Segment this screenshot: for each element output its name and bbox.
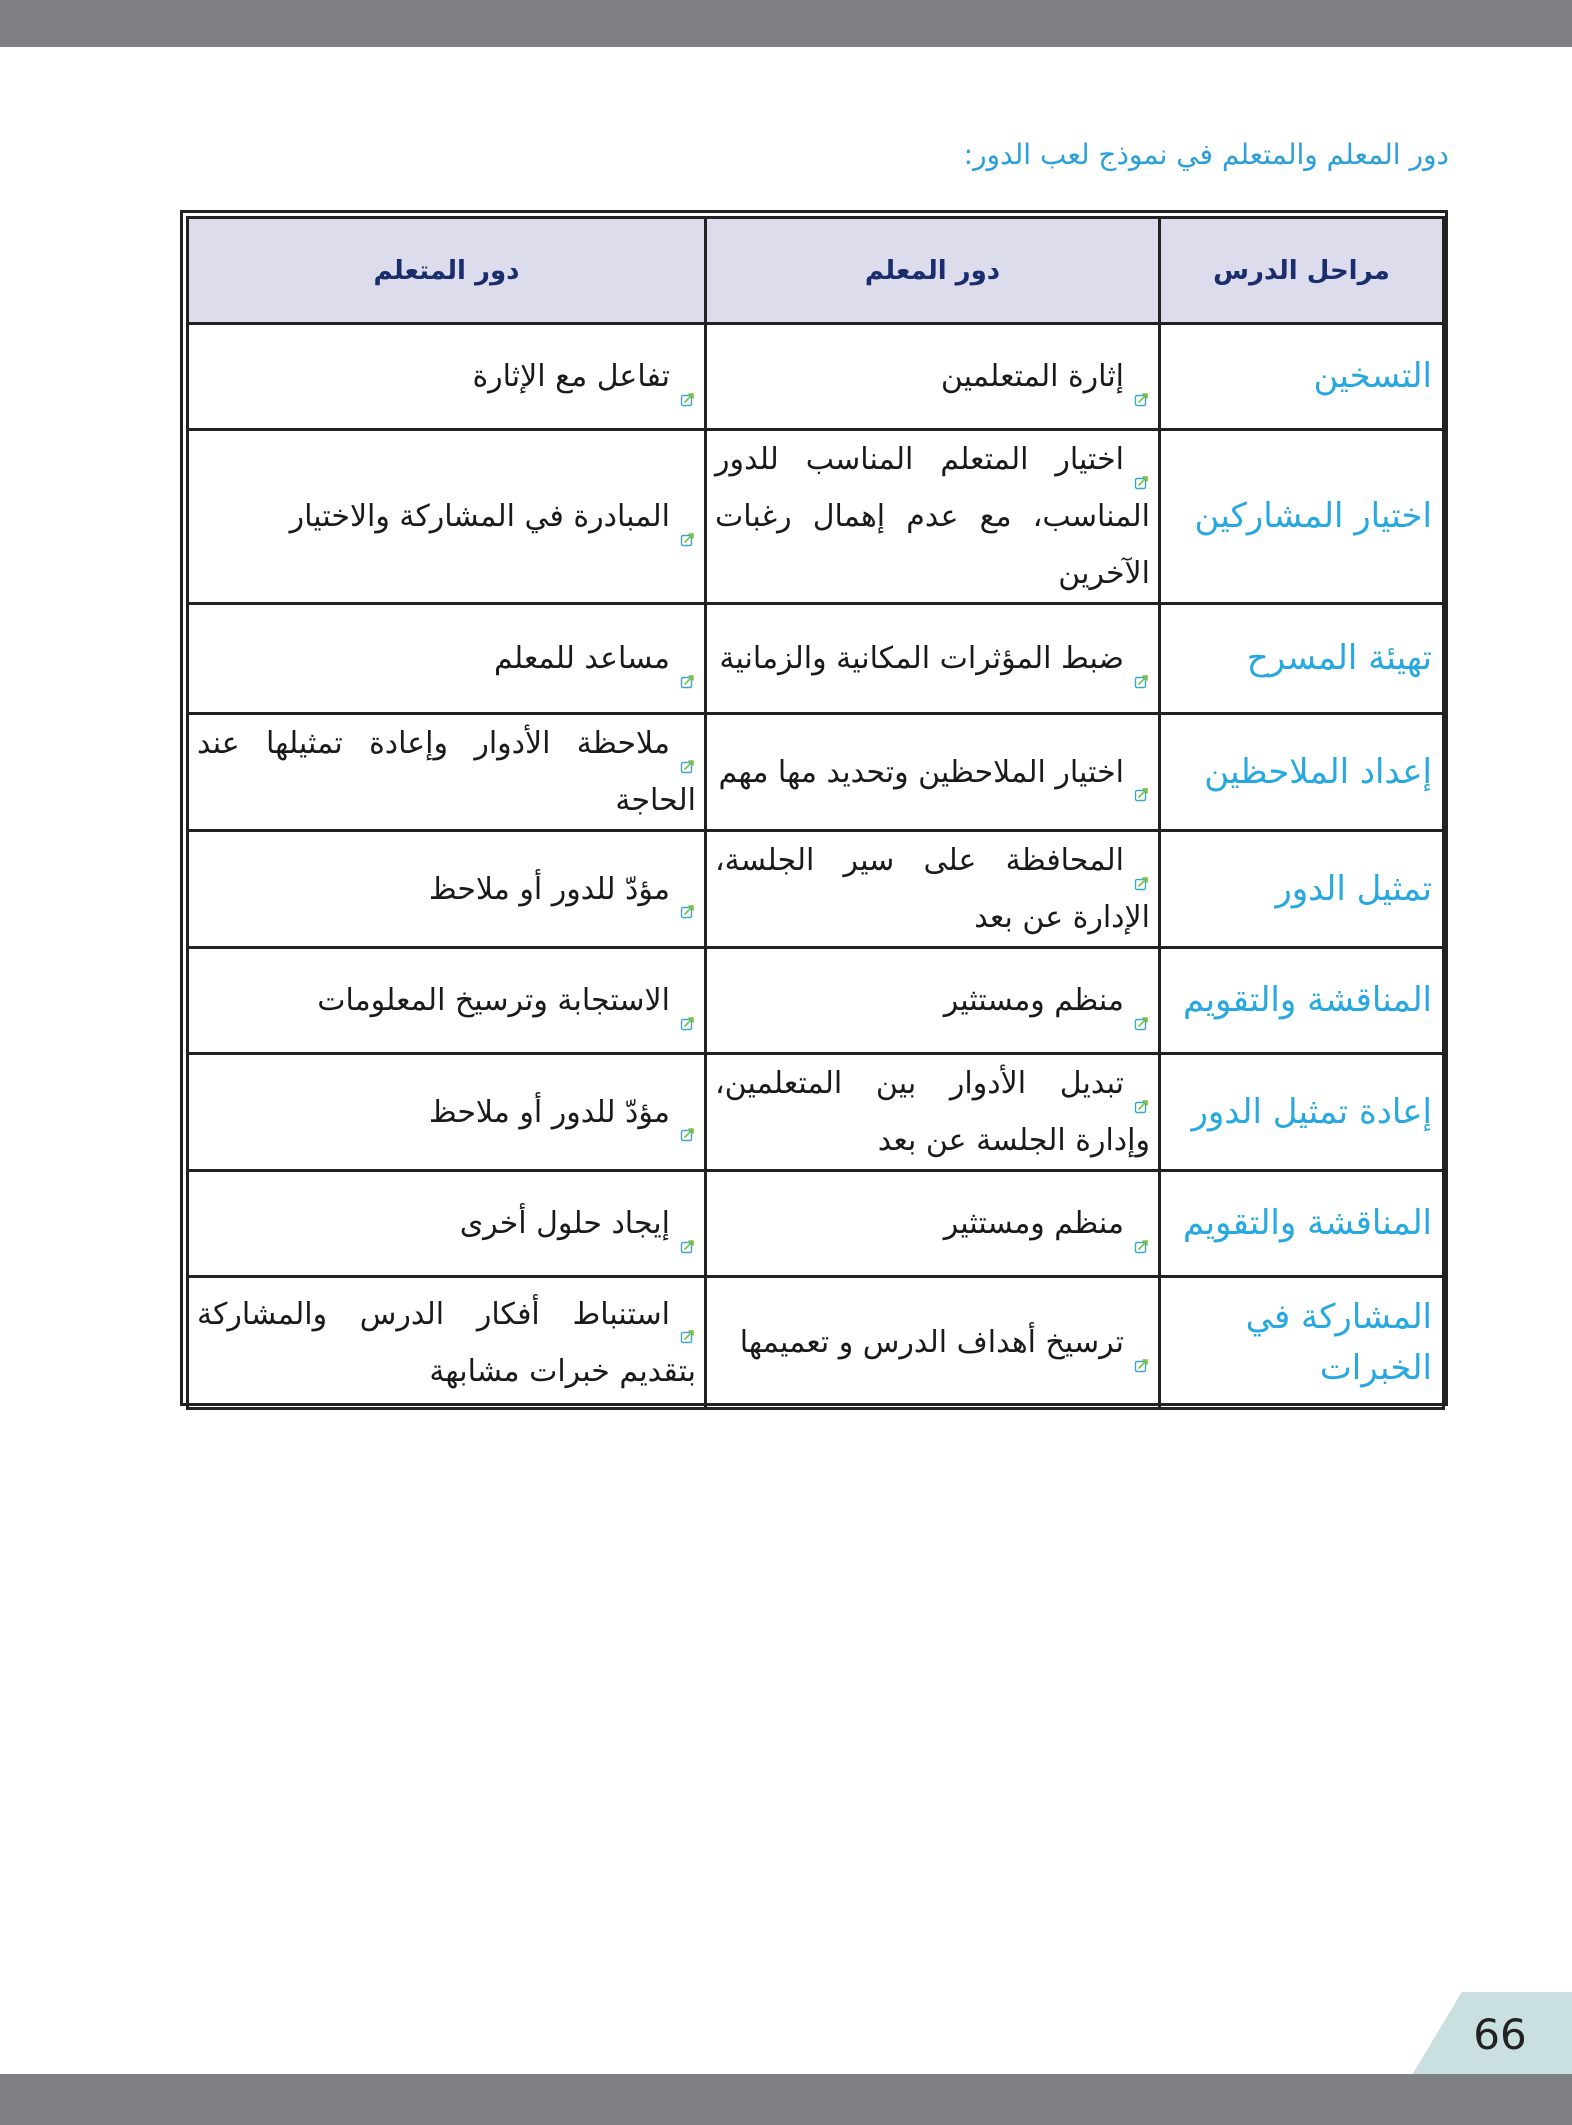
teacher-role-text: اختيار المتعلم المناسب للدور المناسب، مع عدم إهمال رغبات الآخرين [715, 442, 1150, 591]
roles-table [186, 216, 1445, 1410]
learner-role-cell [188, 1054, 706, 1171]
table-row [188, 714, 1444, 831]
checkbox-arrow-icon [1134, 1077, 1150, 1093]
teacher-role-text: المحافظة على سير الجلسة، الإدارة عن بعد [715, 843, 1150, 935]
learner-role-text: تفاعل مع الإثارة [472, 359, 670, 394]
learner-role-text: مساعد للمعلم [494, 641, 670, 676]
roles-table-frame [180, 210, 1448, 1406]
teacher-role-cell [706, 1277, 1160, 1409]
checkbox-arrow-icon [1134, 652, 1150, 668]
learner-role-text: إيجاد حلول أخرى [459, 1206, 670, 1241]
table-row [188, 1277, 1444, 1409]
learner-role-text: الاستجابة وترسيخ المعلومات [317, 983, 670, 1018]
table-row [188, 1054, 1444, 1171]
teacher-role-cell [706, 1054, 1160, 1171]
learner-role-cell [188, 1277, 706, 1409]
checkbox-arrow-icon [680, 882, 696, 898]
checkbox-arrow-icon [680, 510, 696, 526]
teacher-role-cell [706, 948, 1160, 1054]
checkbox-arrow-icon [680, 994, 696, 1010]
stage-cell: المشاركة في الخبرات [1160, 1277, 1444, 1409]
teacher-role-text: اختيار الملاحظين وتحديد مها مهم [718, 754, 1124, 790]
checkbox-arrow-icon [1134, 994, 1150, 1010]
teacher-role-text: منظم ومستثير [943, 1206, 1124, 1241]
stage-cell: التسخين [1160, 324, 1444, 430]
learner-role-text: مؤدّ للدور أو ملاحظ [428, 871, 670, 907]
teacher-role-cell [706, 1171, 1160, 1277]
learner-role-cell [188, 604, 706, 714]
teacher-role-cell [706, 604, 1160, 714]
page-number: 66 [1473, 2010, 1527, 2059]
bottom-bar [0, 2074, 1572, 2125]
checkbox-arrow-icon [1134, 370, 1150, 386]
top-bar [0, 0, 1572, 47]
checkbox-arrow-icon [680, 1217, 696, 1233]
header-teacher-role: دور المعلم [706, 218, 1160, 324]
checkbox-arrow-icon [680, 652, 696, 668]
learner-role-cell [188, 948, 706, 1054]
stage-cell: المناقشة والتقويم [1160, 948, 1444, 1054]
table-row [188, 948, 1444, 1054]
stage-cell: اختيار المشاركين [1160, 430, 1444, 604]
teacher-role-cell [706, 324, 1160, 430]
teacher-role-text: تبديل الأدوار بين المتعلمين، وإدارة الجلسة عن بعد [715, 1066, 1150, 1158]
page-heading: دور المعلم والمتعلم في نموذج لعب الدور: [963, 138, 1449, 171]
teacher-role-cell [706, 430, 1160, 604]
teacher-role-cell [706, 714, 1160, 831]
table-row [188, 324, 1444, 430]
table-header-row [188, 218, 1444, 324]
header-lesson-stages: مراحل الدرس [1160, 218, 1444, 324]
checkbox-arrow-icon [1134, 453, 1150, 469]
teacher-role-text: ترسيخ أهداف الدرس و تعميمها [739, 1325, 1124, 1360]
checkbox-arrow-icon [1134, 765, 1150, 781]
learner-role-cell [188, 1171, 706, 1277]
table-row [188, 430, 1444, 604]
learner-role-cell [188, 324, 706, 430]
learner-role-cell [188, 714, 706, 831]
learner-role-text: ملاحظة الأدوار وإعادة تمثيلها عند الحاجة [197, 726, 696, 818]
learner-role-cell [188, 831, 706, 948]
learner-role-text: المبادرة في المشاركة والاختيار [289, 499, 670, 534]
teacher-role-cell [706, 831, 1160, 948]
stage-cell: إعادة تمثيل الدور [1160, 1054, 1444, 1171]
stage-cell: تهيئة المسرح [1160, 604, 1444, 714]
table-row [188, 604, 1444, 714]
learner-role-text: استنباط أفكار الدرس والمشاركة بتقديم خبرات مشابهة [197, 1296, 696, 1389]
learner-role-cell [188, 430, 706, 604]
checkbox-arrow-icon [1134, 854, 1150, 870]
table-row [188, 831, 1444, 948]
table-row [188, 1171, 1444, 1277]
checkbox-arrow-icon [680, 1105, 696, 1121]
header-learner-role: دور المتعلم [188, 218, 706, 324]
checkbox-arrow-icon [1134, 1336, 1150, 1352]
stage-cell: المناقشة والتقويم [1160, 1171, 1444, 1277]
learner-role-text: مؤدّ للدور أو ملاحظ [428, 1094, 670, 1130]
checkbox-arrow-icon [1134, 1217, 1150, 1233]
checkbox-arrow-icon [680, 1307, 696, 1323]
checkbox-arrow-icon [680, 737, 696, 753]
checkbox-arrow-icon [680, 370, 696, 386]
stage-cell: تمثيل الدور [1160, 831, 1444, 948]
teacher-role-text: ضبط المؤثرات المكانية والزمانية [719, 641, 1124, 676]
teacher-role-text: إثارة المتعلمين [940, 359, 1124, 394]
teacher-role-text: منظم ومستثير [943, 983, 1124, 1018]
stage-cell: إعداد الملاحظين [1160, 714, 1444, 831]
